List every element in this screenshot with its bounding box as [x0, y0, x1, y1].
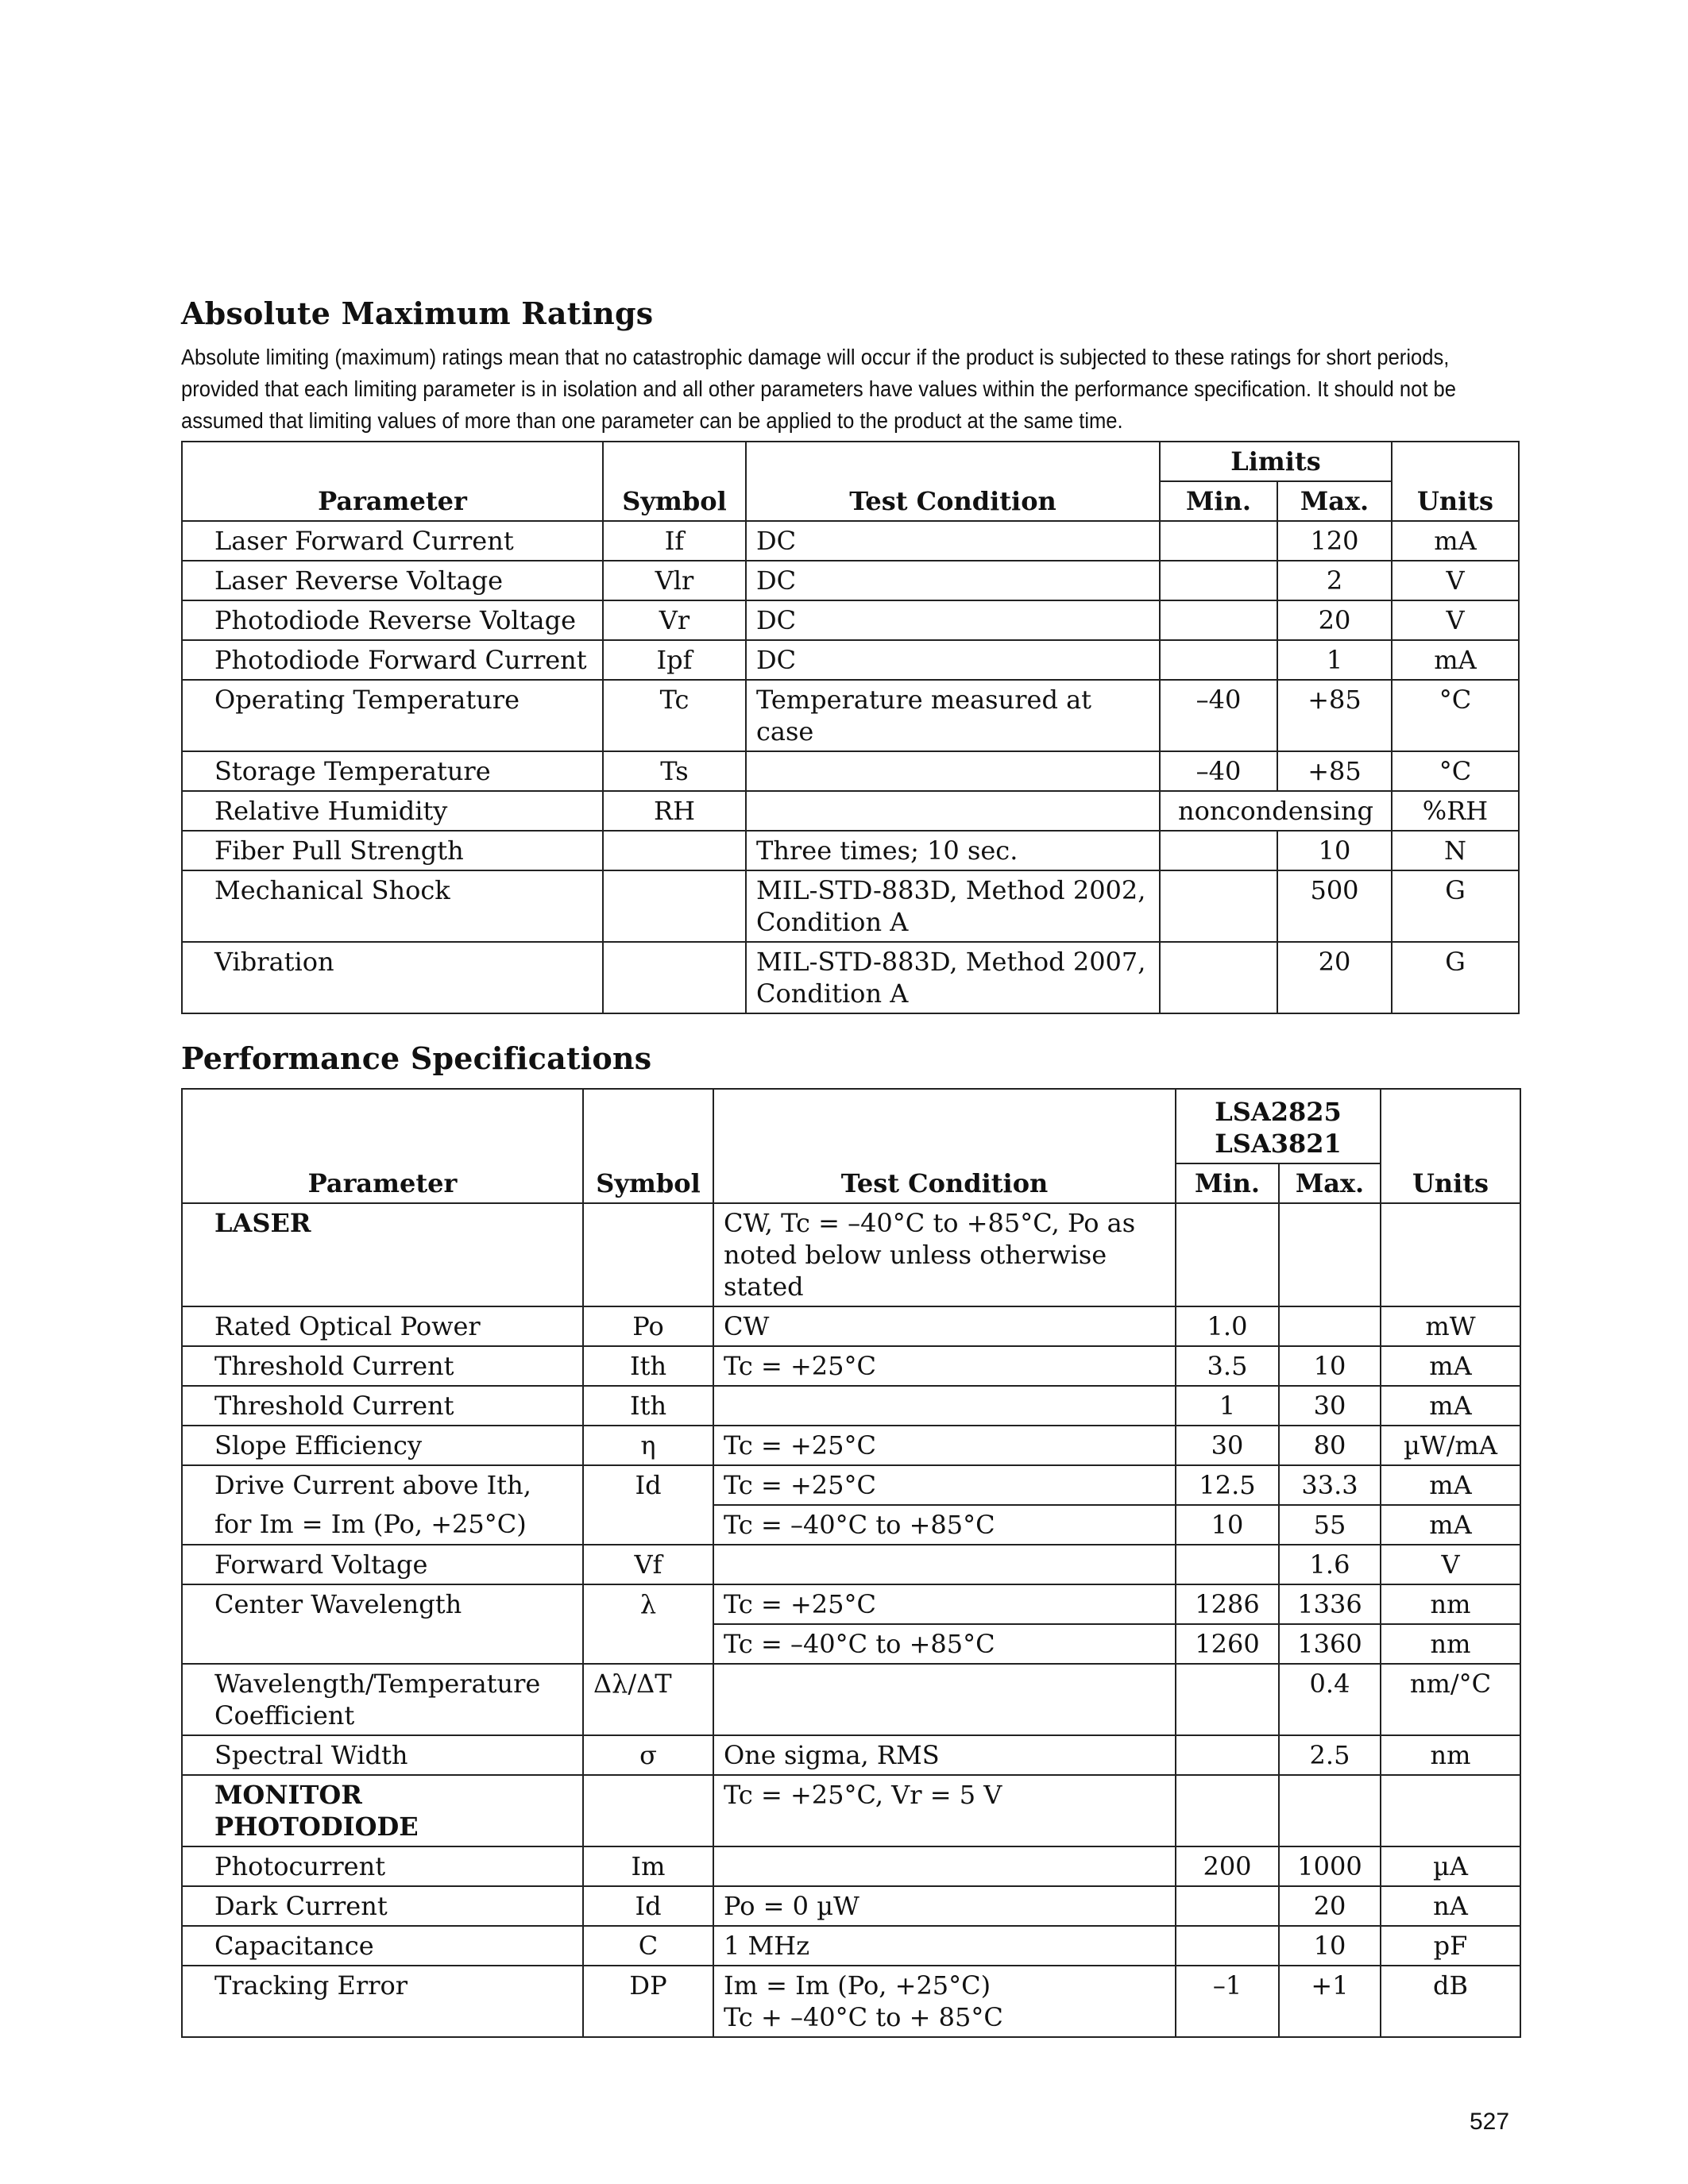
- amr-header-units: Units: [1392, 442, 1519, 521]
- cell-min: [1160, 831, 1277, 870]
- cell-units: µA: [1381, 1846, 1520, 1886]
- perf-title: Performance Specifications: [181, 1040, 652, 1076]
- cell-min: 12.5: [1176, 1465, 1279, 1505]
- cell-parameter: for Im = Im (Po, +25°C): [182, 1505, 583, 1545]
- cell-max: 20: [1277, 942, 1392, 1013]
- cell-parameter: Storage Temperature: [182, 751, 603, 791]
- cell-min: –1: [1176, 1966, 1279, 2037]
- cell-limits: noncondensing: [1160, 791, 1392, 831]
- cell-condition: 1 MHz: [713, 1926, 1176, 1966]
- cell-units: mA: [1381, 1465, 1520, 1505]
- cell-condition: Three times; 10 sec.: [746, 831, 1160, 870]
- cell-parameter: Threshold Current: [182, 1346, 583, 1386]
- cell-min: [1160, 640, 1277, 680]
- cell-max: 55: [1279, 1505, 1381, 1545]
- cell-parameter: Relative Humidity: [182, 791, 603, 831]
- cell-symbol: Ith: [583, 1386, 713, 1426]
- cell-condition: CW, Tc = –40°C to +85°C, Po as noted below unless otherwise stated: [713, 1203, 1176, 1306]
- cell-max: 20: [1277, 600, 1392, 640]
- cell-max: +1: [1279, 1966, 1381, 2037]
- cell-min: [1160, 870, 1277, 942]
- cell-condition: MIL-STD-883D, Method 2007, Condition A: [746, 942, 1160, 1013]
- perf-header-units: Units: [1381, 1089, 1520, 1203]
- table-row: [182, 1545, 1520, 1584]
- cell-condition: [746, 791, 1160, 831]
- cell-min: [1176, 1545, 1279, 1584]
- perf-header-parameter: Parameter: [182, 1089, 583, 1203]
- table-row: [182, 751, 1519, 791]
- cell-units: °C: [1392, 751, 1519, 791]
- cell-units: nm: [1381, 1624, 1520, 1664]
- table-row: [182, 1926, 1520, 1966]
- cell-parameter: Threshold Current: [182, 1386, 583, 1426]
- cell-units: V: [1392, 600, 1519, 640]
- cell-min: 1.0: [1176, 1306, 1279, 1346]
- cell-parameter: Forward Voltage: [182, 1545, 583, 1584]
- cell-min: [1176, 1203, 1279, 1306]
- cell-condition: Po = 0 µW: [713, 1886, 1176, 1926]
- cell-condition: Tc = –40°C to +85°C: [713, 1624, 1176, 1664]
- cell-parameter: Operating Temperature: [182, 680, 603, 751]
- amr-table: [181, 441, 1520, 1014]
- cell-min: [1160, 600, 1277, 640]
- cell-symbol: σ: [583, 1735, 713, 1775]
- cell-symbol: RH: [603, 791, 746, 831]
- cell-min: 3.5: [1176, 1346, 1279, 1386]
- cell-parameter: Vibration: [182, 942, 603, 1013]
- cell-max: 120: [1277, 521, 1392, 561]
- cell-min: [1160, 942, 1277, 1013]
- cell-symbol: Vr: [603, 600, 746, 640]
- table-row: [182, 680, 1519, 751]
- amr-header-min: Min.: [1160, 481, 1277, 521]
- cell-symbol: [583, 1775, 713, 1846]
- cell-max: 1: [1277, 640, 1392, 680]
- table-row: [182, 1386, 1520, 1426]
- cell-condition: [713, 1846, 1176, 1886]
- cell-max: 10: [1279, 1926, 1381, 1966]
- perf-header-min: Min.: [1176, 1163, 1279, 1203]
- table-row: [182, 1346, 1520, 1386]
- table-row: [182, 1624, 1520, 1664]
- cell-condition: Tc = +25°C, Vr = 5 V: [713, 1775, 1176, 1846]
- cell-parameter: Laser Reverse Voltage: [182, 561, 603, 600]
- cell-units: mA: [1381, 1505, 1520, 1545]
- table-row: [182, 1465, 1520, 1505]
- cell-max: 30: [1279, 1386, 1381, 1426]
- cell-min: [1160, 561, 1277, 600]
- cell-max: 10: [1277, 831, 1392, 870]
- table-row: [182, 600, 1519, 640]
- cell-condition: Tc = +25°C: [713, 1346, 1176, 1386]
- cell-symbol: [583, 1203, 713, 1306]
- cell-symbol: Id: [583, 1886, 713, 1926]
- table-row: [182, 1966, 1520, 2037]
- cell-units: dB: [1381, 1966, 1520, 2037]
- cell-condition: [713, 1664, 1176, 1735]
- perf-table: [181, 1088, 1521, 2038]
- cell-parameter: Photodiode Reverse Voltage: [182, 600, 603, 640]
- cell-min: 1: [1176, 1386, 1279, 1426]
- cell-min: [1176, 1735, 1279, 1775]
- cell-symbol: [603, 831, 746, 870]
- cell-symbol: [603, 942, 746, 1013]
- cell-min: [1176, 1886, 1279, 1926]
- cell-units: G: [1392, 870, 1519, 942]
- cell-parameter: Dark Current: [182, 1886, 583, 1926]
- cell-max: 80: [1279, 1426, 1381, 1465]
- cell-symbol: [583, 1624, 713, 1664]
- section-label-laser: LASER: [182, 1203, 583, 1306]
- table-row: [182, 1505, 1520, 1545]
- cell-symbol: C: [583, 1926, 713, 1966]
- cell-max: 1000: [1279, 1846, 1381, 1886]
- cell-condition: DC: [746, 521, 1160, 561]
- cell-units: nm/°C: [1381, 1664, 1520, 1735]
- cell-max: 0.4: [1279, 1664, 1381, 1735]
- tracking-condition-2: Tc + –40°C to + 85°C: [724, 2002, 1003, 2032]
- cell-condition: [713, 1966, 1176, 2037]
- cell-symbol: Vf: [583, 1545, 713, 1584]
- table-row: [182, 942, 1519, 1013]
- amr-title: Absolute Maximum Ratings: [181, 295, 654, 331]
- amr-header-max: Max.: [1277, 481, 1392, 521]
- cell-condition: Tc = –40°C to +85°C: [713, 1505, 1176, 1545]
- cell-max: +85: [1277, 680, 1392, 751]
- cell-units: mA: [1392, 640, 1519, 680]
- cell-max: +85: [1277, 751, 1392, 791]
- amr-header-condition: Test Condition: [746, 442, 1160, 521]
- cell-symbol: Ts: [603, 751, 746, 791]
- cell-units: V: [1381, 1545, 1520, 1584]
- amr-header-parameter: Parameter: [182, 442, 603, 521]
- cell-condition: Temperature measured at case: [746, 680, 1160, 751]
- table-row: [182, 1775, 1520, 1846]
- table-row: [182, 1846, 1520, 1886]
- cell-min: 30: [1176, 1426, 1279, 1465]
- cell-symbol: Po: [583, 1306, 713, 1346]
- cell-condition: Tc = +25°C: [713, 1584, 1176, 1624]
- cell-condition: [713, 1386, 1176, 1426]
- table-row: [182, 561, 1519, 600]
- cell-units: [1381, 1203, 1520, 1306]
- cell-symbol: λ: [583, 1584, 713, 1624]
- cell-condition: [746, 751, 1160, 791]
- table-row: [182, 1735, 1520, 1775]
- cell-units: mA: [1392, 521, 1519, 561]
- cell-max: 1.6: [1279, 1545, 1381, 1584]
- cell-units: %RH: [1392, 791, 1519, 831]
- cell-min: [1176, 1664, 1279, 1735]
- cell-units: nm: [1381, 1584, 1520, 1624]
- cell-units: V: [1392, 561, 1519, 600]
- cell-units: mA: [1381, 1346, 1520, 1386]
- cell-condition: DC: [746, 640, 1160, 680]
- cell-min: –40: [1160, 680, 1277, 751]
- cell-max: [1279, 1203, 1381, 1306]
- cell-condition: Tc = +25°C: [713, 1465, 1176, 1505]
- cell-parameter: Photocurrent: [182, 1846, 583, 1886]
- cell-max: 2.5: [1279, 1735, 1381, 1775]
- amr-header-row-1: [182, 442, 1519, 481]
- cell-parameter: Mechanical Shock: [182, 870, 603, 942]
- cell-symbol: If: [603, 521, 746, 561]
- cell-parameter: [182, 1624, 583, 1664]
- cell-symbol: DP: [583, 1966, 713, 2037]
- amr-header-symbol: Symbol: [603, 442, 746, 521]
- cell-condition: CW: [713, 1306, 1176, 1346]
- cell-min: [1176, 1926, 1279, 1966]
- cell-units: G: [1392, 942, 1519, 1013]
- table-row: [182, 831, 1519, 870]
- cell-min: [1160, 521, 1277, 561]
- cell-units: mW: [1381, 1306, 1520, 1346]
- cell-min: 1286: [1176, 1584, 1279, 1624]
- cell-symbol: Ith: [583, 1346, 713, 1386]
- cell-max: 20: [1279, 1886, 1381, 1926]
- cell-condition: One sigma, RMS: [713, 1735, 1176, 1775]
- cell-max: 1336: [1279, 1584, 1381, 1624]
- table-row: [182, 1584, 1520, 1624]
- cell-symbol: Tc: [603, 680, 746, 751]
- cell-symbol: [603, 870, 746, 942]
- cell-max: 500: [1277, 870, 1392, 942]
- table-row: [182, 521, 1519, 561]
- table-row: [182, 1664, 1520, 1735]
- cell-units: N: [1392, 831, 1519, 870]
- cell-parameter: Spectral Width: [182, 1735, 583, 1775]
- perf-header-max: Max.: [1279, 1163, 1381, 1203]
- page-number: 527: [1470, 2109, 1510, 2135]
- cell-condition: Tc = +25°C: [713, 1426, 1176, 1465]
- cell-symbol: Δλ/ΔT: [583, 1664, 713, 1735]
- cell-units: mA: [1381, 1386, 1520, 1426]
- cell-parameter: Fiber Pull Strength: [182, 831, 603, 870]
- cell-parameter: Capacitance: [182, 1926, 583, 1966]
- table-row: [182, 1886, 1520, 1926]
- cell-min: [1176, 1775, 1279, 1846]
- cell-parameter: Slope Efficiency: [182, 1426, 583, 1465]
- cell-parameter: Drive Current above Ith,: [182, 1465, 583, 1505]
- table-row: [182, 1306, 1520, 1346]
- table-row: [182, 870, 1519, 942]
- cell-symbol: Vlr: [603, 561, 746, 600]
- cell-min: 10: [1176, 1505, 1279, 1545]
- perf-header-symbol: Symbol: [583, 1089, 713, 1203]
- table-row: [182, 1426, 1520, 1465]
- cell-parameter: Center Wavelength: [182, 1584, 583, 1624]
- perf-header-model-1: LSA2825: [1215, 1097, 1342, 1127]
- perf-header-row-1: [182, 1089, 1520, 1163]
- cell-units: °C: [1392, 680, 1519, 751]
- cell-parameter: Laser Forward Current: [182, 521, 603, 561]
- cell-max: 2: [1277, 561, 1392, 600]
- cell-max: [1279, 1775, 1381, 1846]
- cell-symbol: η: [583, 1426, 713, 1465]
- cell-max: 33.3: [1279, 1465, 1381, 1505]
- amr-intro: Absolute limiting (maximum) ratings mean that no catastrophic damage will occur if the product is subjected to these ratings for short periods, provided that each limiting parameter is in isolation and all other parameters have values within the performance specification. It should not be assumed that limiting values of more than one parameter can be applied to the product at the same time.: [181, 345, 1457, 433]
- cell-parameter: Rated Optical Power: [182, 1306, 583, 1346]
- cell-units: [1381, 1775, 1520, 1846]
- perf-header-model-2: LSA3821: [1215, 1129, 1342, 1159]
- cell-units: nm: [1381, 1735, 1520, 1775]
- amr-header-limits: Limits: [1160, 442, 1392, 481]
- cell-max: 1360: [1279, 1624, 1381, 1664]
- cell-parameter: Tracking Error: [182, 1966, 583, 2037]
- cell-max: 10: [1279, 1346, 1381, 1386]
- cell-symbol: Id: [583, 1465, 713, 1505]
- cell-parameter: Photodiode Forward Current: [182, 640, 603, 680]
- perf-header-condition: Test Condition: [713, 1089, 1176, 1203]
- cell-condition: MIL-STD-883D, Method 2002, Condition A: [746, 870, 1160, 942]
- cell-symbol: [583, 1505, 713, 1545]
- cell-units: µW/mA: [1381, 1426, 1520, 1465]
- perf-header-models: [1176, 1089, 1381, 1163]
- cell-condition: [713, 1545, 1176, 1584]
- cell-parameter: Wavelength/Temperature Coefficient: [182, 1664, 583, 1735]
- table-row: [182, 1203, 1520, 1306]
- cell-max: [1279, 1306, 1381, 1346]
- table-row: [182, 640, 1519, 680]
- cell-min: –40: [1160, 751, 1277, 791]
- cell-symbol: Im: [583, 1846, 713, 1886]
- tracking-condition-1: Im = Im (Po, +25°C): [724, 1970, 991, 2001]
- cell-min: 200: [1176, 1846, 1279, 1886]
- cell-min: 1260: [1176, 1624, 1279, 1664]
- section-label-monitor: MONITOR PHOTODIODE: [182, 1775, 583, 1846]
- cell-symbol: Ipf: [603, 640, 746, 680]
- cell-condition: DC: [746, 600, 1160, 640]
- cell-units: nA: [1381, 1886, 1520, 1926]
- table-row: [182, 791, 1519, 831]
- cell-units: pF: [1381, 1926, 1520, 1966]
- cell-condition: DC: [746, 561, 1160, 600]
